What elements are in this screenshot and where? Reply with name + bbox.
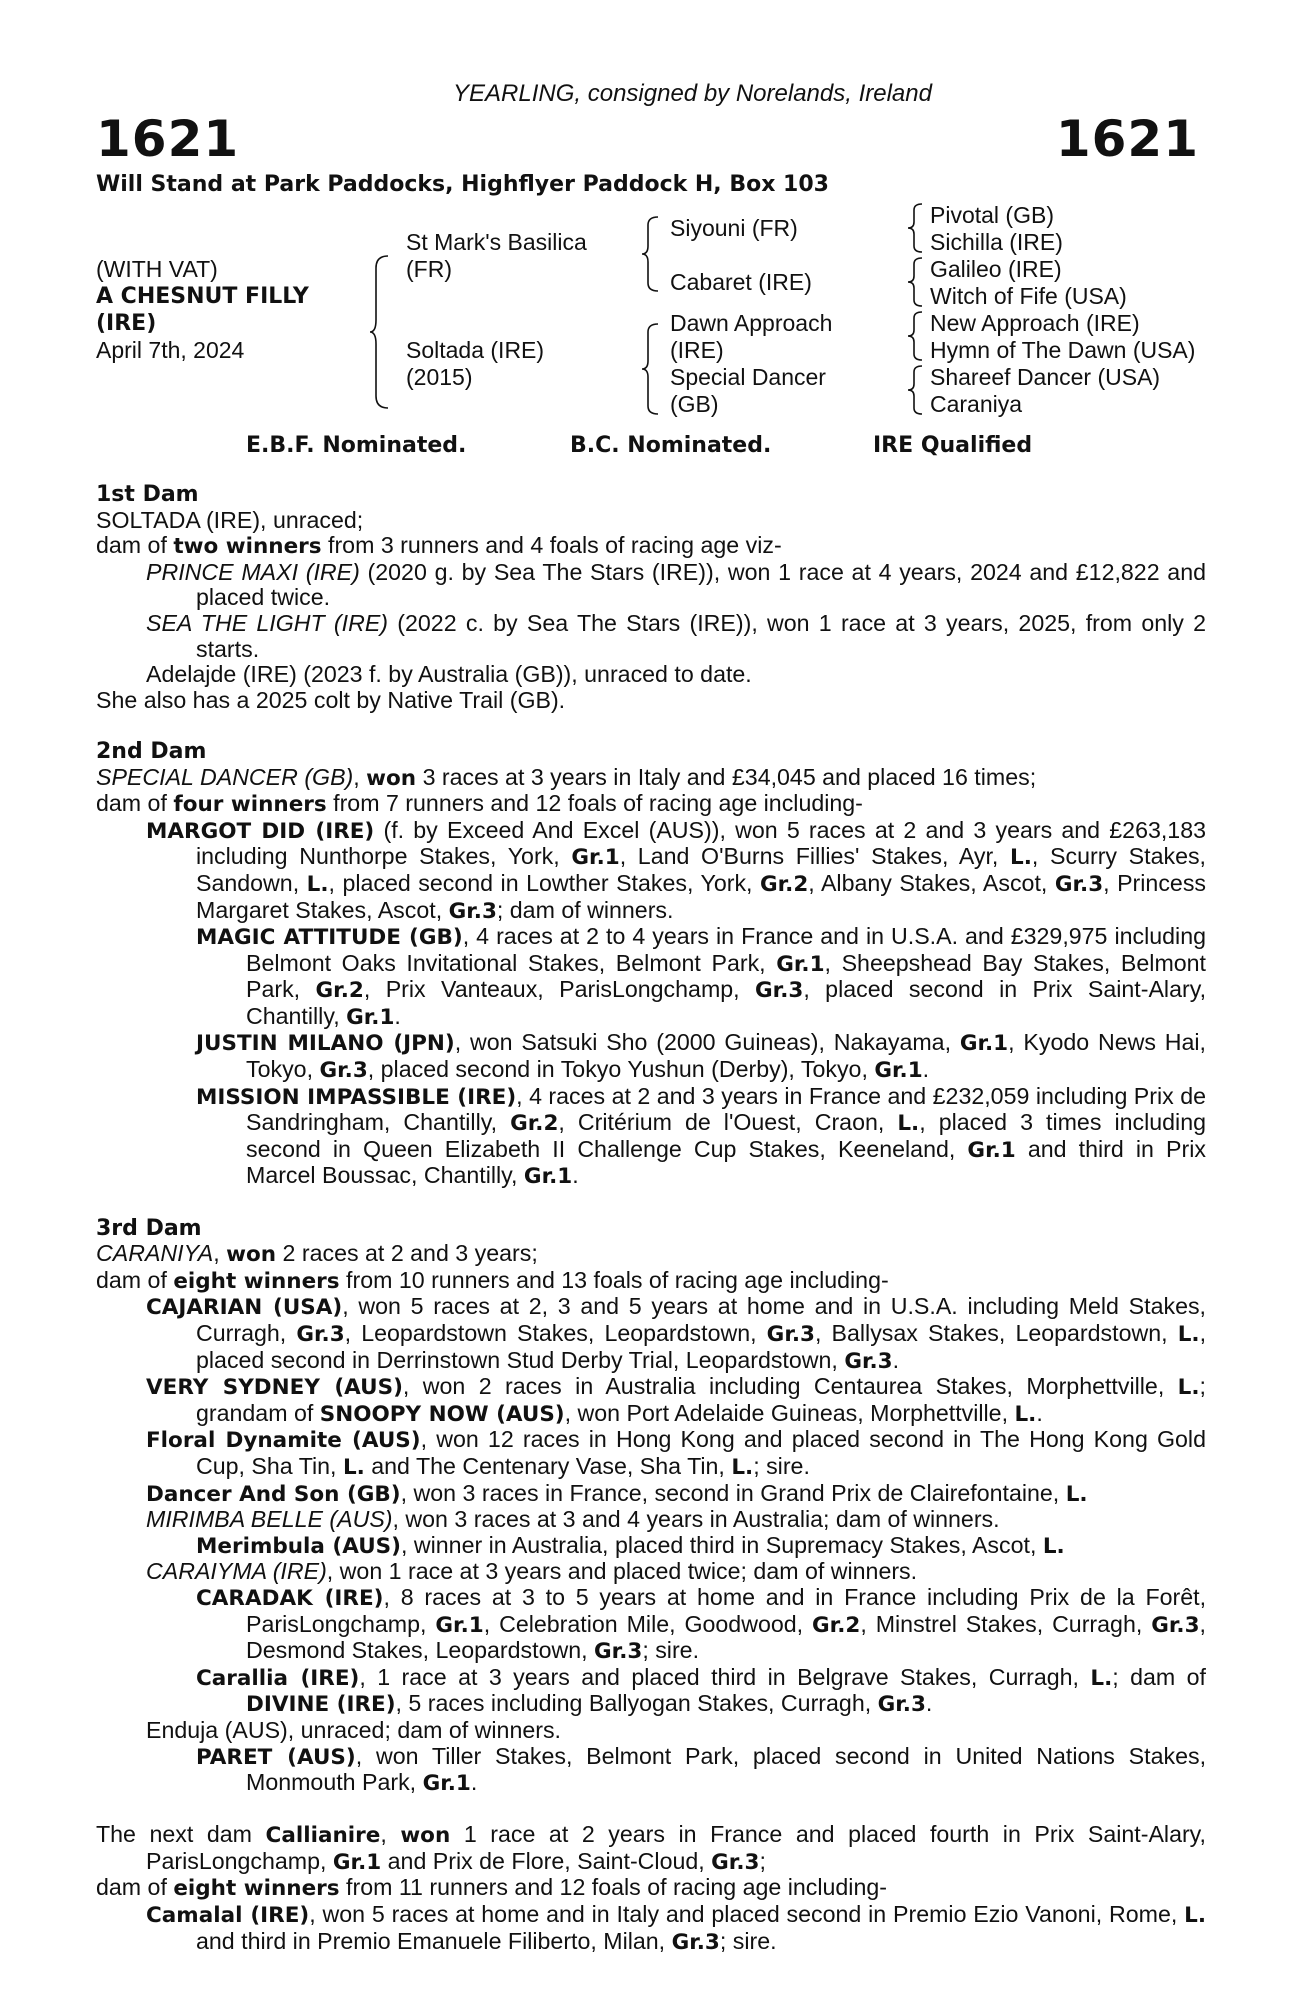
sire-dam: Cabaret (IRE) (670, 269, 812, 295)
second-dam-produce-summary: dam of four winners from 7 runners and 12 foals of racing age including- (96, 790, 863, 818)
foal-enduja: Enduja (AUS), unraced; dam of winners. (146, 1716, 561, 1743)
foal-mission-impassible: MISSION IMPASSIBLE (IRE), 4 races at 2 and 3 years in France and £232,059 including Prix de Sandringham, Chantilly, Gr.2, Critérium de l'Ouest, Craon, L., placed 3 times including second in Queen Elizabeth II Challenge Cup Stakes, Keeneland, Gr.1 and third in Prix Marcel Boussac, Chantilly, Gr.1. (196, 1082, 1206, 1190)
foal-cajarian: CAJARIAN (USA), won 5 races at 2, 3 and 5 years at home and in U.S.A. including Meld Stakes, Curragh, Gr.3, Leopardstown Stakes, Leopardstown, Gr.3, Ballysax Stakes, Leopardstown, L., placed second in Derrinstown Stud Derby Trial, Leopardstown, Gr.3. (146, 1293, 1207, 1374)
foal-merimbula: Merimbula (AUS), winner in Australia, placed third in Supremacy Stakes, Ascot, L. (196, 1531, 1065, 1559)
pedigree-brace-ds (906, 310, 926, 362)
foal-camalal: Camalal (IRE), won 5 races at home and in Italy and placed second in Premio Ezio Vanoni, Rome, L. and third in Premio Emanuele Filiberto, Milan, Gr.3; sire. (146, 1901, 1207, 1955)
foal-magic-attitude: MAGIC ATTITUDE (GB), 4 races at 2 to 4 years in France and in U.S.A. and £329,975 including Belmont Oaks Invitational Stakes, Belmont Park, Gr.1, Sheepshead Bay Stakes, Belmont Park, Gr.2, Prix Vanteaux, ParisLongchamp, Gr.3, placed second in Prix Saint-Alary, Chantilly, Gr.1. (196, 923, 1207, 1030)
third-dam-title: 3rd Dam (96, 1215, 202, 1241)
bc-nomination: B.C. Nominated. (570, 433, 772, 458)
ddd: Caraniya (930, 391, 1023, 417)
horse-name-line2: (IRE) (96, 311, 157, 336)
dsd: Hymn of The Dawn (USA) (930, 337, 1196, 363)
next-dam-line: The next dam Callianire, won 1 race at 2 years in France and placed fourth in Prix Saint-Alary, ParisLongchamp, Gr.1 and Prix de Flore, Saint-Cloud, Gr.3; (96, 1821, 1206, 1875)
pedigree-brace-sd (906, 256, 926, 308)
pedigree-brace-ss (906, 202, 926, 254)
pedigree-brace-dam (640, 322, 662, 416)
ire-qualification: IRE Qualified (873, 433, 1033, 458)
vat-note: (WITH VAT) (96, 256, 218, 282)
foal-caraiyma: CARAIYMA (IRE), won 1 race at 3 years and placed twice; dam of winners. (146, 1558, 918, 1585)
next-dam-produce-summary: dam of eight winners from 11 runners and 12 foals of racing age including- (96, 1874, 887, 1902)
dds: Shareef Dancer (USA) (930, 364, 1161, 390)
foal-2025-colt: She also has a 2025 colt by Native Trail (GB). (96, 686, 566, 713)
foal-mirimba-belle: MIRIMBA BELLE (AUS), won 3 races at 3 and 4 years in Australia; dam of winners. (146, 1506, 1000, 1533)
pedigree-brace-main (368, 254, 392, 410)
dam-name-line1: Soltada (IRE) (406, 337, 545, 363)
foal-floral-dynamite: Floral Dynamite (AUS), won 12 races in Hong Kong and placed second in The Hong Kong Gold Cup, Sha Tin, L. and The Centenary Vase, Sha Tin, L.; sire. (146, 1426, 1206, 1480)
foal-justin-milano: JUSTIN MILANO (JPN), won Satsuki Sho (2000 Guineas), Nakayama, Gr.1, Kyodo News Hai, Tokyo, Gr.3, placed second in Tokyo Yushun (Derby), Tokyo, Gr.1. (196, 1029, 1206, 1084)
dss: New Approach (IRE) (930, 310, 1140, 336)
sdd: Witch of Fife (USA) (930, 283, 1127, 309)
foal-paret: PARET (AUS), won Tiller Stakes, Belmont Park, placed second in United Nations Stakes, Monmouth Park, Gr.1. (196, 1742, 1207, 1797)
second-dam-title: 2nd Dam (96, 738, 207, 764)
lot-number-right: 1621 (1055, 110, 1199, 168)
sire-name-line2: (FR) (406, 256, 452, 282)
ssd: Sichilla (IRE) (930, 229, 1063, 255)
foal-carallia: Carallia (IRE), 1 race at 3 years and placed third in Belgrave Stakes, Curragh, L.; dam of DIVINE (IRE), 5 races including Ballyogan Stakes, Curragh, Gr.3. (196, 1663, 1206, 1718)
foaling-date: April 7th, 2024 (96, 337, 245, 363)
foal-prince-maxi: PRINCE MAXI (IRE) (2020 g. by Sea The Stars (IRE)), won 1 race at 4 years, 2024 and £12,822 and placed twice. (146, 558, 1206, 611)
foal-caradak: CARADAK (IRE), 8 races at 3 to 5 years at home and in France including Prix de la Forêt, ParisLongchamp, Gr.1, Celebration Mile, Goodwood, Gr.2, Minstrel Stakes, Curragh, Gr.3, Desmond Stakes, Leopardstown, Gr.3; sire. (196, 1583, 1207, 1665)
sss: Pivotal (GB) (930, 202, 1054, 228)
produce-record (96, 482, 1206, 1955)
foal-dancer-and-son: Dancer And Son (GB), won 3 races in France, second in Grand Prix de Clairefontaine, L. (146, 1479, 1088, 1507)
first-dam-title: 1st Dam (96, 482, 199, 507)
sire-name-line1: St Mark's Basilica (406, 229, 587, 255)
dam-sire-line2: (IRE) (670, 337, 724, 363)
sds: Galileo (IRE) (930, 256, 1062, 282)
dam-sire-line1: Dawn Approach (670, 310, 833, 336)
ebf-nomination: E.B.F. Nominated. (246, 433, 467, 458)
foal-sea-the-light: SEA THE LIGHT (IRE) (2022 c. by Sea The Stars (IRE)), won 1 race at 3 years, 2025, from only 2 starts. (146, 609, 1206, 662)
lot-number-left: 1621 (96, 110, 240, 168)
sire-sire: Siyouni (FR) (670, 215, 798, 241)
second-dam-line: SPECIAL DANCER (GB), won 3 races at 3 years in Italy and £34,045 and placed 16 times; (96, 763, 1037, 791)
pedigree-brace-dd (906, 364, 926, 416)
dam-name-line2: (2015) (406, 364, 473, 390)
horse-name-line1: A CHESNUT FILLY (96, 284, 309, 309)
page-subtitle: YEARLING, consigned by Norelands, Ireland (453, 80, 932, 107)
foal-very-sydney: VERY SYDNEY (AUS), won 2 races in Australia including Centaurea Stakes, Morphettville, L.; grandam of SNOOPY NOW (AUS), won Port Adelaide Guineas, Morphettville, L.. (146, 1373, 1206, 1427)
foal-adelajde: Adelajde (IRE) (2023 f. by Australia (GB)), unraced to date. (146, 661, 752, 688)
dam-dam-line1: Special Dancer (670, 364, 826, 390)
first-dam-line: SOLTADA (IRE), unraced; (96, 506, 364, 533)
third-dam-line: CARANIYA, won 2 races at 2 and 3 years; (96, 1240, 538, 1268)
third-dam-produce-summary: dam of eight winners from 10 runners and 13 foals of racing age including- (96, 1266, 889, 1294)
stand-location: Will Stand at Park Paddocks, Highflyer Paddock H, Box 103 (96, 172, 829, 197)
first-dam-produce-summary: dam of two winners from 3 runners and 4 foals of racing age viz- (96, 532, 782, 560)
dam-dam-line2: (GB) (670, 391, 719, 417)
foal-margot-did: MARGOT DID (IRE) (f. by Exceed And Excel (AUS)), won 5 races at 2 and 3 years and £263,183 including Nunthorpe Stakes, York, Gr.1, Land O'Burns Fillies' Stakes, Ayr, L., Scurry Stakes, Sandown, L., placed second in Lowther Stakes, York, Gr.2, Albany Stakes, Ascot, Gr.3, Princess Margaret Stakes, Ascot, Gr.3; dam of winners. (146, 816, 1207, 924)
pedigree-brace-sire (640, 215, 662, 293)
